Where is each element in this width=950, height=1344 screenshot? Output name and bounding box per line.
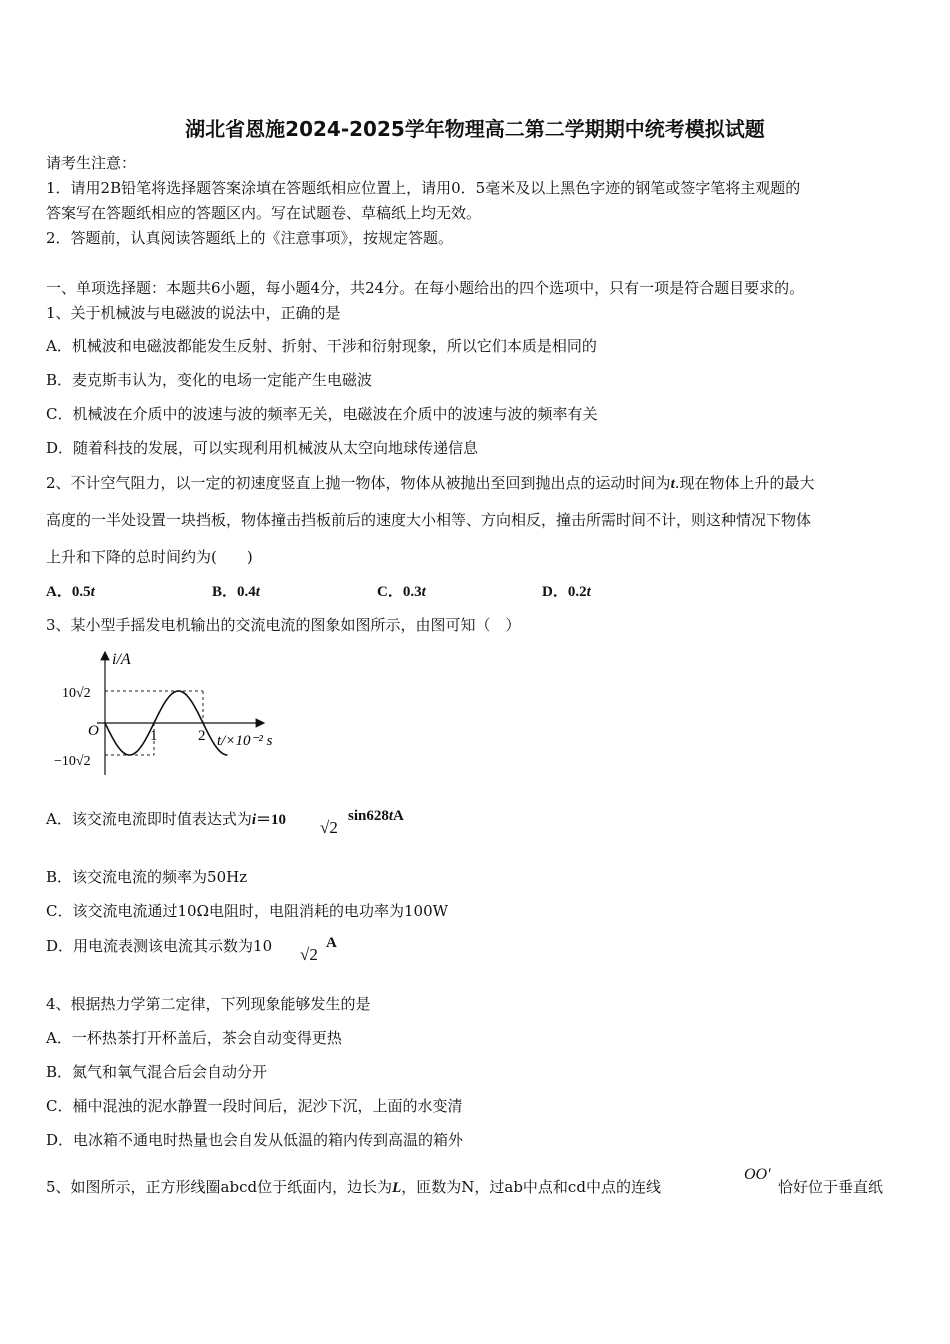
q2-stem-line-3: 上升和下降的总时间约为( )	[46, 548, 253, 566]
q2-line1-a: 2、不计空气阻力，以一定的初速度竖直上抛一物体，物体从被抛出至回到抛出点的运动时间为	[46, 474, 671, 492]
q5-oo-symbol: OO′	[744, 1166, 771, 1183]
q3-option-d: D．用电流表测该电流其示数为10	[46, 937, 273, 955]
q4-option-d: D．电冰箱不通电时热量也会自发从低温的箱内传到高温的箱外	[46, 1131, 464, 1149]
notice-line-1a: 1．请用2B铅笔将选择题答案涂填在答题纸相应位置上，请用0．5毫米及以上黑色字迹的钢笔或签字笔将主观题的	[46, 179, 801, 197]
y-max-label: 10√2	[62, 686, 91, 701]
q5-stem-tail: 恰好位于垂直纸	[778, 1178, 884, 1196]
q1-option-a: A．机械波和电磁波都能发生反射、折射、干涉和衍射现象，所以它们本质是相同的	[46, 337, 597, 355]
q3-option-c: C．该交流电流通过10Ω电阻时，电阻消耗的电功率为100W	[46, 902, 449, 920]
q3-current-graph	[52, 645, 302, 780]
y-min-label: −10√2	[54, 754, 91, 769]
q3-option-b: B．该交流电流的频率为50Hz	[46, 868, 248, 886]
q4-option-b: B．氮气和氧气混合后会自动分开	[46, 1063, 268, 1081]
q2-line1-b: .现在物体上升的最大	[674, 474, 815, 492]
q3-option-a-sqrt: √2	[320, 818, 338, 837]
q1-option-b: B．麦克斯韦认为，变化的电场一定能产生电磁波	[46, 371, 373, 389]
x-tick-1: 1	[150, 728, 158, 744]
q2-option-b: B．0.4t	[212, 584, 260, 600]
notice-line-1b: 答案写在答题纸相应的答题区内。写在试题卷、草稿纸上均无效。	[46, 204, 482, 222]
q1-option-d: D．随着科技的发展，可以实现利用机械波从太空向地球传递信息	[46, 439, 479, 457]
q3-option-d-unit: A	[326, 935, 337, 951]
x-tick-2: 2	[198, 728, 206, 744]
q3-option-a: A．该交流电流即时值表达式为i＝10	[46, 810, 287, 828]
page-title: 湖北省恩施2024-2025学年物理高二第二学期期中统考模拟试题	[185, 117, 765, 141]
q4-stem: 4、根据热力学第二定律，下列现象能够发生的是	[46, 995, 371, 1013]
y-axis-label: i/A	[112, 651, 131, 668]
q2-stem-line-1	[46, 472, 815, 493]
x-axis-label: t/×10⁻² s	[217, 733, 273, 749]
q2-option-d: D．0.2t	[542, 584, 591, 600]
q4-option-c: C．桶中混浊的泥水静置一段时间后，泥沙下沉，上面的水变清	[46, 1097, 463, 1115]
q4-option-a: A．一杯热茶打开杯盖后，茶会自动变得更热	[46, 1029, 342, 1047]
q2-option-c: C．0.3t	[377, 584, 426, 600]
q3-stem: 3、某小型手摇发电机输出的交流电流的图象如图所示，由图可知（ ）	[46, 616, 521, 634]
q3-option-d-sqrt: √2	[300, 945, 318, 964]
origin-label: O	[88, 723, 99, 739]
notice-line-2: 2．答题前，认真阅读答题纸上的《注意事项》，按规定答题。	[46, 229, 454, 247]
q1-stem: 1、关于机械波与电磁波的说法中，正确的是	[46, 304, 341, 322]
q2-option-a: A．0.5t	[46, 584, 95, 600]
q5-stem: 5、如图所示，正方形线圈abcd位于纸面内，边长为L，匝数为N，过ab中点和cd中点的连线	[46, 1178, 661, 1196]
q2-stem-line-2: 高度的一半处设置一块挡板，物体撞击挡板前后的速度大小相等、方向相反，撞击所需时间不计，则这种情况下物体	[46, 511, 812, 529]
q2-line1-t: t	[670, 476, 675, 492]
notice-heading: 请考生注意：	[46, 154, 137, 172]
q1-option-c: C．机械波在介质中的波速与波的频率无关，电磁波在介质中的波速与波的频率有关	[46, 405, 598, 423]
section-heading: 一、单项选择题：本题共6小题，每小题4分，共24分。在每小题给出的四个选项中，只有一项是符合题目要求的。	[46, 279, 805, 297]
q3-option-a-tail: sin628tA	[348, 808, 404, 824]
